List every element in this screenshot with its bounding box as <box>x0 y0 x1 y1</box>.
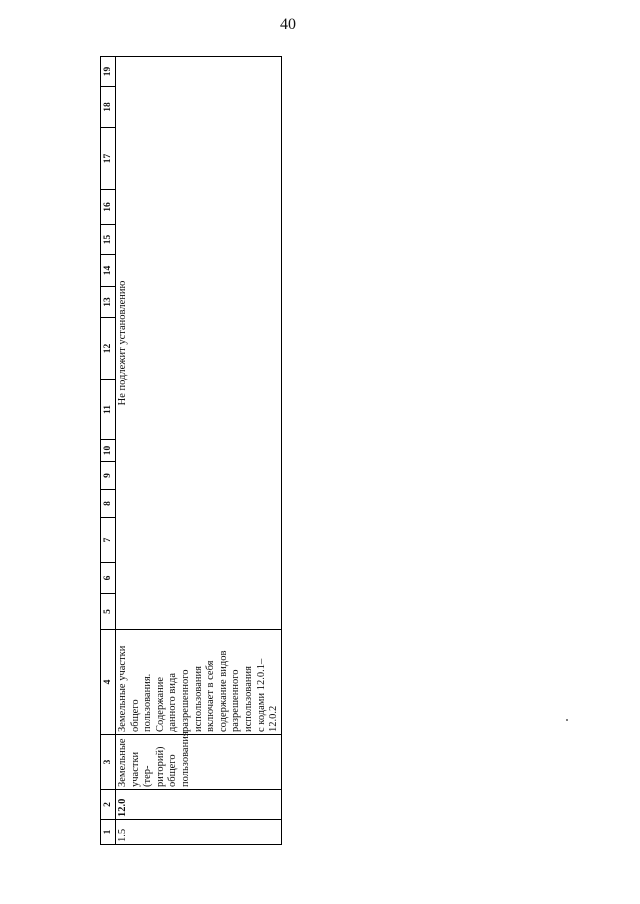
cell-text-line: разрешенного <box>230 669 242 732</box>
header-row <box>101 57 116 845</box>
scan-speck <box>566 719 568 721</box>
land-use-table <box>100 56 282 845</box>
column-number-1: 1 <box>101 820 116 845</box>
column-number-16: 16 <box>101 190 116 225</box>
cell-use-code: 12.0 <box>116 790 282 820</box>
cell-text-line: общего <box>129 699 141 732</box>
cell-use-name <box>116 731 282 790</box>
rotated-table-container <box>100 57 278 845</box>
cell-text-line: разрешенного <box>179 669 191 732</box>
cell-text-line: данного вида <box>167 673 179 732</box>
cell-text-line: использования <box>192 666 204 732</box>
cell-text-line: пользования <box>179 731 191 787</box>
cell-text-line: общего <box>167 754 179 787</box>
column-number-14: 14 <box>101 255 116 287</box>
cell-parameters-merged: Не подлежит установлению <box>116 57 282 630</box>
column-number-17: 17 <box>101 128 116 190</box>
cell-text-line: пользования. <box>142 673 154 732</box>
column-number-2: 2 <box>101 790 116 820</box>
table-row <box>116 57 282 845</box>
column-number-12: 12 <box>101 318 116 380</box>
column-number-10: 10 <box>101 440 116 462</box>
cell-text-line: 12.0.2 <box>268 705 280 732</box>
page-number: 40 <box>280 16 296 33</box>
cell-text-line: включает в себя <box>205 660 217 732</box>
column-number-19: 19 <box>101 57 116 87</box>
column-number-9: 9 <box>101 462 116 490</box>
cell-text-line: участки <box>129 751 141 787</box>
cell-text-line: Содержание <box>154 676 166 732</box>
cell-text-line: содержание видов <box>217 650 229 732</box>
cell-text-line: риторий) <box>154 746 166 787</box>
column-number-4: 4 <box>101 630 116 735</box>
column-number-3: 3 <box>101 735 116 790</box>
column-number-7: 7 <box>101 518 116 563</box>
column-number-11: 11 <box>101 380 116 440</box>
cell-use-description <box>116 630 282 735</box>
cell-text-line: Земельные <box>117 738 128 787</box>
column-number-18: 18 <box>101 87 116 128</box>
column-number-13: 13 <box>101 287 116 318</box>
cell-text-line: Земельные участки <box>117 645 128 732</box>
cell-text-line: (тер- <box>142 765 154 787</box>
cell-text-line: использования <box>242 666 254 732</box>
cell-text-line: с кодами 12.0.1– <box>255 658 267 732</box>
column-number-15: 15 <box>101 225 116 255</box>
column-number-6: 6 <box>101 563 116 594</box>
column-number-8: 8 <box>101 490 116 518</box>
cell-item-number: 1.5 <box>116 820 282 845</box>
column-number-5: 5 <box>101 594 116 630</box>
